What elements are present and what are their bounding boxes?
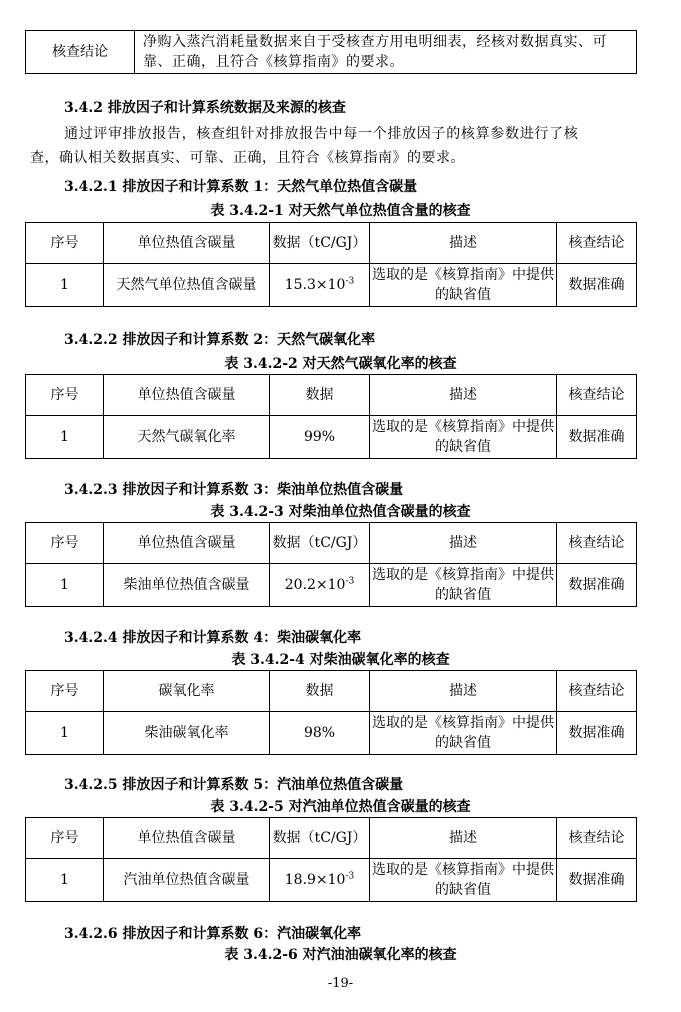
value-base: 15.3×10 xyxy=(284,277,346,293)
subsection-heading: 3.4.2.6 排放因子和计算系数 6：汽油碳氧化率 xyxy=(64,926,362,942)
row-value xyxy=(270,416,370,459)
value-exponent: -3 xyxy=(345,871,355,882)
row-number: 1 xyxy=(26,264,104,307)
conclusion-text: 净购入蒸汽消耗量数据来自于受核查方用电明细表，经核对数据真实、可靠、正确，且符合《核算指南》的要求。 xyxy=(135,31,637,74)
header-cell: 核查结论 xyxy=(557,818,637,859)
factor-table-2 xyxy=(25,374,637,459)
header-cell: 描述 xyxy=(370,523,557,564)
header-cell: 碳氧化率 xyxy=(104,671,270,712)
header-cell: 数据（tC/GJ） xyxy=(270,818,370,859)
subsection-heading: 3.4.2.1 排放因子和计算系数 1：天然气单位热值含碳量 xyxy=(64,179,418,195)
row-item: 天然气碳氧化率 xyxy=(104,416,270,459)
header-cell: 描述 xyxy=(370,671,557,712)
row-value xyxy=(270,264,370,307)
row-number: 1 xyxy=(26,564,104,607)
header-cell: 单位热值含碳量 xyxy=(104,223,270,264)
factor-table-4 xyxy=(25,670,637,755)
conclusion-label: 核查结论 xyxy=(26,31,135,74)
conclusion-table xyxy=(25,30,637,74)
header-cell: 描述 xyxy=(370,818,557,859)
header-cell: 序号 xyxy=(26,671,104,712)
row-result: 数据准确 xyxy=(557,416,637,459)
factor-table-1 xyxy=(25,222,637,307)
header-cell: 核查结论 xyxy=(557,375,637,416)
header-cell: 数据 xyxy=(270,375,370,416)
header-cell: 序号 xyxy=(26,523,104,564)
header-cell: 序号 xyxy=(26,375,104,416)
subsection-heading: 3.4.2.3 排放因子和计算系数 3：柴油单位热值含碳量 xyxy=(64,482,404,498)
header-cell: 单位热值含碳量 xyxy=(104,375,270,416)
row-item: 柴油碳氧化率 xyxy=(104,712,270,755)
row-description: 选取的是《核算指南》中提供的缺省值 xyxy=(370,564,557,607)
table-caption: 表 3.4.2-6 对汽油油碳氧化率的核查 xyxy=(224,947,457,963)
header-cell: 核查结论 xyxy=(557,223,637,264)
header-cell: 序号 xyxy=(26,818,104,859)
row-result: 数据准确 xyxy=(557,564,637,607)
header-cell: 数据 xyxy=(270,671,370,712)
value-base: 98% xyxy=(303,725,336,741)
row-description: 选取的是《核算指南》中提供的缺省值 xyxy=(370,859,557,902)
header-cell: 核查结论 xyxy=(557,671,637,712)
row-result: 数据准确 xyxy=(557,859,637,902)
header-cell: 描述 xyxy=(370,375,557,416)
table-caption: 表 3.4.2-3 对柴油单位热值含碳量的核查 xyxy=(210,504,471,520)
header-cell: 核查结论 xyxy=(557,523,637,564)
row-number: 1 xyxy=(26,859,104,902)
subsection-heading: 3.4.2.5 排放因子和计算系数 5：汽油单位热值含碳量 xyxy=(64,777,404,793)
table-caption: 表 3.4.2-4 对柴油碳氧化率的核查 xyxy=(231,652,450,668)
row-item: 天然气单位热值含碳量 xyxy=(104,264,270,307)
subsection-heading: 3.4.2.2 排放因子和计算系数 2：天然气碳氧化率 xyxy=(64,332,376,348)
row-result: 数据准确 xyxy=(557,264,637,307)
table-caption: 表 3.4.2-1 对天然气单位热值含量的核查 xyxy=(210,203,471,219)
row-number: 1 xyxy=(26,712,104,755)
table-caption: 表 3.4.2-2 对天然气碳氧化率的核查 xyxy=(224,356,457,372)
table-caption: 表 3.4.2-5 对汽油单位热值含碳量的核查 xyxy=(210,799,471,815)
row-item: 汽油单位热值含碳量 xyxy=(104,859,270,902)
row-value xyxy=(270,564,370,607)
row-description: 选取的是《核算指南》中提供的缺省值 xyxy=(370,416,557,459)
header-cell: 描述 xyxy=(370,223,557,264)
row-description: 选取的是《核算指南》中提供的缺省值 xyxy=(370,264,557,307)
factor-table-5 xyxy=(25,817,637,902)
value-base: 20.2×10 xyxy=(284,577,346,593)
value-base: 99% xyxy=(303,429,336,445)
section-para-line2: 查，确认相关数据真实、可靠、正确，且符合《核算指南》的要求。 xyxy=(30,150,465,166)
value-base: 18.9×10 xyxy=(284,872,346,888)
row-value xyxy=(270,712,370,755)
header-cell: 单位热值含碳量 xyxy=(104,523,270,564)
factor-table-3 xyxy=(25,522,637,607)
section-heading: 3.4.2 排放因子和计算系统数据及来源的核查 xyxy=(64,100,346,116)
value-exponent: -3 xyxy=(345,276,355,287)
row-value xyxy=(270,859,370,902)
header-cell: 数据（tC/GJ） xyxy=(270,223,370,264)
row-result: 数据准确 xyxy=(557,712,637,755)
section-para-line1: 通过评审排放报告，核查组针对排放报告中每一个排放因子的核算参数进行了核 xyxy=(64,126,579,142)
header-cell: 单位热值含碳量 xyxy=(104,818,270,859)
value-exponent: -3 xyxy=(345,576,355,587)
subsection-heading: 3.4.2.4 排放因子和计算系数 4：柴油碳氧化率 xyxy=(64,630,362,646)
row-item: 柴油单位热值含碳量 xyxy=(104,564,270,607)
header-cell: 序号 xyxy=(26,223,104,264)
header-cell: 数据（tC/GJ） xyxy=(270,523,370,564)
row-description: 选取的是《核算指南》中提供的缺省值 xyxy=(370,712,557,755)
page-number: -19- xyxy=(327,976,354,991)
row-number: 1 xyxy=(26,416,104,459)
